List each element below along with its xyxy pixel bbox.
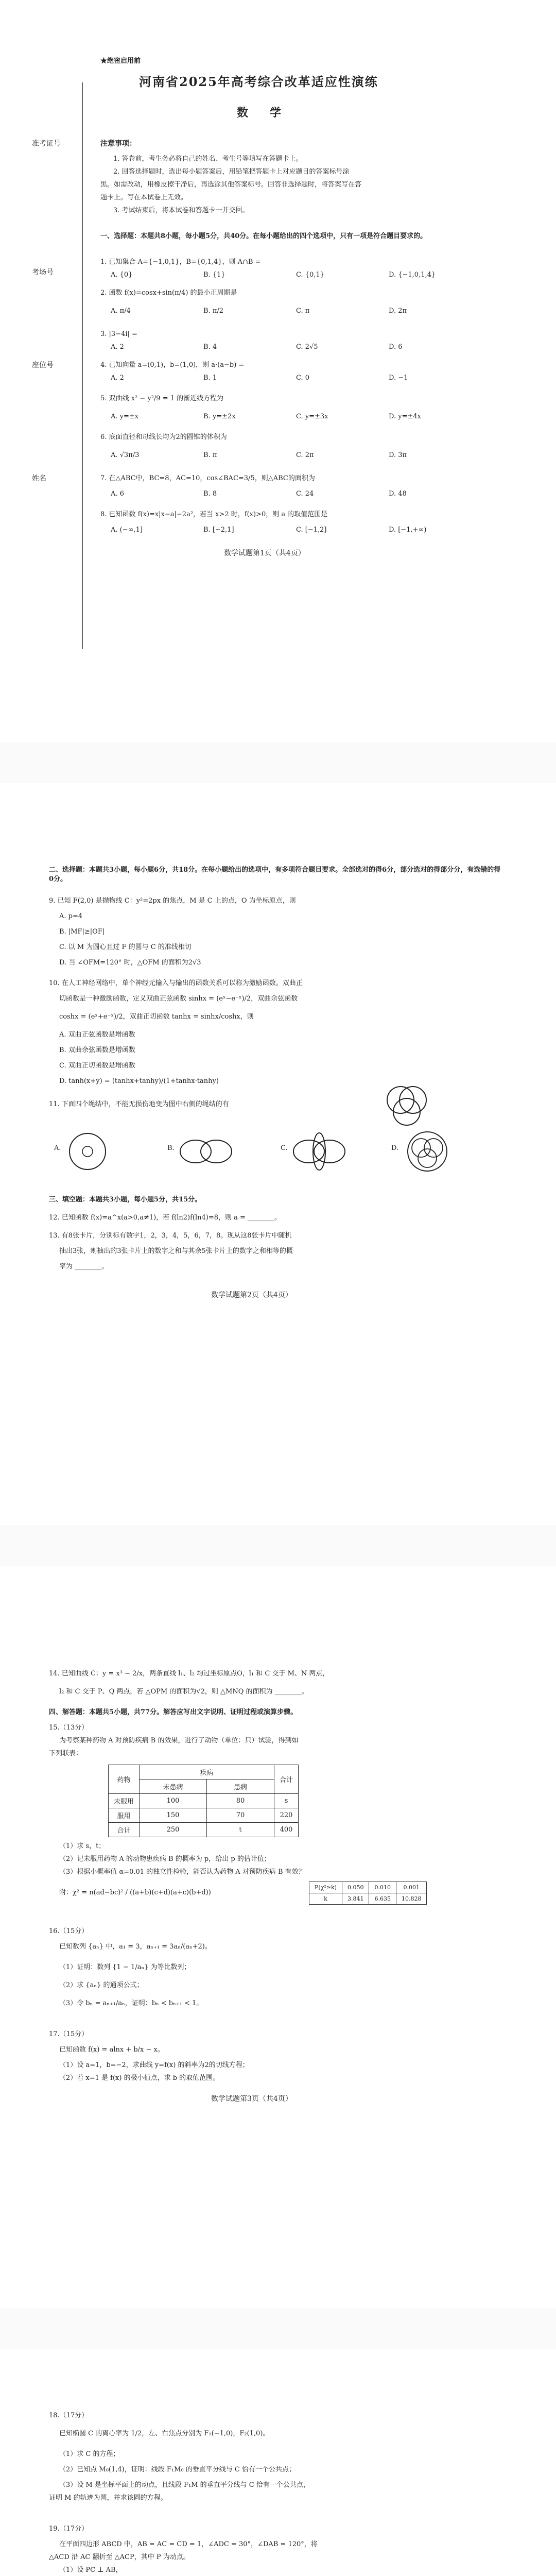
table-header: 0.001	[396, 1882, 427, 1893]
table-row	[309, 1893, 427, 1905]
question-18-line: （3）设 M 是坐标平面上的动点，且线段 F₁M 的垂直平分线与 C 恰有一个公共点，	[59, 2481, 310, 2489]
option: C. 2π	[296, 451, 314, 459]
question-13-line: 13. 有8张卡片，分别标有数字1，2，3，4，5，6，7，8。现从这8张卡片中随机	[49, 1232, 292, 1240]
question-14-line: 14. 已知曲线 C：y = x³ − 2/x，两条直线 l₁、l₂ 均过坐标原点O，l₁ 和 C 交于 M、N 两点，	[49, 1670, 329, 1677]
option: C. 0	[296, 374, 310, 382]
question-17-line: 已知函数 f(x) = alnx + b/x − x。	[59, 2046, 164, 2054]
notice-line: 题卡上。写在本试卷上无效。	[100, 194, 188, 201]
option-label: A.	[54, 1144, 61, 1152]
table-cell: 70	[207, 1808, 274, 1823]
table-header: P(χ²≥k)	[309, 1882, 342, 1893]
side-label-room: 考场号	[32, 268, 54, 277]
section-heading: 二、选择题：本题共3小题，每小题6分，共18分。在每小题给出的选项中，有多项符合题目要求。全部选对的得6分，部分选对的得部分分，有选错的得0分。	[49, 866, 501, 883]
table-header: 药物	[109, 1765, 140, 1794]
option: B. |MF|≥|OF|	[59, 928, 105, 936]
option-label: D.	[391, 1144, 399, 1152]
option: B. 8	[203, 490, 217, 498]
question-7: 7. 在△ABC中，BC=8，AC=10，cos∠BAC=3/5，则△ABC的面积为	[100, 474, 315, 482]
knot-figure-d	[402, 1128, 453, 1175]
table-header: 患病	[207, 1780, 274, 1794]
option: A. 2	[111, 343, 124, 351]
table-cell: 服用	[109, 1808, 140, 1823]
question-18-head: 18.（17分）	[49, 2412, 89, 2419]
table-row	[109, 1794, 299, 1808]
critical-value-table	[309, 1882, 427, 1905]
question-1: 1. 已知集合 A={−1,0,1}，B={0,1,4}，则 A∩B =	[100, 258, 261, 266]
table-cell: 80	[207, 1794, 274, 1808]
question-4: 4. 已知向量 a=(0,1)，b=(1,0)，则 a·(a−b) =	[100, 361, 245, 369]
option: A. (−∞,1]	[111, 526, 143, 534]
table-header: 0.010	[369, 1882, 396, 1893]
table-header: 未患病	[140, 1780, 207, 1794]
option: A. √3π/3	[111, 451, 140, 459]
question-18-line: 已知椭圆 C 的离心率为 1/2，左、右焦点分别为 F₁(−1,0)，F₂(1,0)。	[59, 2430, 270, 2437]
page-gap	[0, 2308, 556, 2349]
option: A. p=4	[59, 912, 83, 920]
option-label: C.	[281, 1144, 288, 1152]
question-2: 2. 函数 f(x)=cosx+sin(π/4) 的最小正周期是	[100, 289, 237, 297]
option: C. 2√5	[296, 343, 318, 351]
notice-heading: 注意事项：	[100, 140, 136, 148]
option: D. y=±4x	[389, 413, 421, 420]
side-label-seat: 座位号	[32, 361, 54, 369]
option: B. {1}	[203, 271, 225, 279]
reference-knot-figure	[381, 1082, 432, 1128]
notice-line: 2. 回答选择题时，选出每小题答案后，用铅笔把答题卡上对应题目的答案标号涂	[113, 168, 350, 176]
table-header: 0.050	[342, 1882, 369, 1893]
page-gap	[0, 742, 556, 783]
option: A. 双曲正弦函数是增函数	[59, 1031, 135, 1039]
question-18-line: 证明 M 的轨迹为圆，并求该圆的方程。	[49, 2494, 167, 2502]
option: A. {0}	[111, 271, 133, 279]
question-3: 3. |3−4i| =	[100, 330, 137, 338]
option: A. y=±x	[111, 413, 139, 420]
question-15-line: 为考察某种药物 A 对预防疾病 B 的效果，进行了动物（单位：只）试验，得到如	[59, 1737, 299, 1744]
option: D. 当 ∠OFM=120° 时，△OFM 的面积为2√3	[59, 959, 201, 967]
section-heading: 一、选择题：本题共8小题，每小题5分，共40分。在每小题给出的四个选项中，只有一项是符合题目要求的。	[100, 232, 427, 240]
table-cell: 150	[140, 1808, 207, 1823]
table-cell: 100	[140, 1794, 207, 1808]
page-footer: 数学试题第2页（共4页）	[211, 1291, 292, 1299]
option: B. π	[203, 451, 217, 459]
option: C. π	[296, 307, 310, 315]
table-header: 疾病	[140, 1765, 274, 1780]
notice-line: 3. 考试结束后，将本试卷和答题卡一并交回。	[113, 207, 249, 214]
side-label-ticket: 准考证号	[32, 140, 61, 148]
table-cell: 250	[140, 1823, 207, 1837]
question-5: 5. 双曲线 x² − y²/9 = 1 的渐近线方程为	[100, 395, 224, 402]
notice-line: 1. 答卷前，考生务必将自己的姓名、考生号等填写在答题卡上。	[113, 155, 303, 163]
page-footer: 数学试题第3页（共4页）	[211, 2095, 292, 2103]
option: D. 3π	[389, 451, 407, 459]
table-cell: 合计	[109, 1823, 140, 1837]
question-15-part: （3）根据小概率值 α=0.01 的独立性检验，能否认为药物 A 对预防疾病 B 有效？	[59, 1868, 305, 1876]
table-cell: k	[309, 1893, 342, 1905]
question-13-line: 抽出3张，则抽出的3张卡片上的数字之和与其余5张卡片上的数字之和相等的概	[59, 1247, 293, 1255]
question-15-part: （1）求 s，t；	[59, 1842, 106, 1850]
table-row	[109, 1823, 299, 1837]
option: B. [−2,1]	[203, 526, 234, 534]
question-10-line: coshx = (eˣ+e⁻ˣ)/2，双曲正切函数 tanhx = sinhx/coshx，则	[59, 1013, 254, 1021]
option: C. 双曲正切函数是增函数	[59, 1062, 135, 1070]
question-16-line: （3）令 bₙ = aₙ₊₁/aₙ，证明：bₙ < bₙ₊₁ < 1。	[59, 1999, 203, 2007]
question-6: 6. 底面直径和母线长均为2的圆锥的体积为	[100, 433, 227, 441]
table-cell: 6.635	[369, 1893, 396, 1905]
option: C. [−1,2]	[296, 526, 327, 534]
question-16-line: 已知数列 {aₙ} 中，a₁ = 3，aₙ₊₁ = 3aₙ/(aₙ+2)。	[59, 1943, 212, 1951]
question-19-line: （1）设 PC ⊥ AB，	[59, 2566, 123, 2574]
table-cell: 220	[274, 1808, 299, 1823]
table-cell: s	[274, 1794, 299, 1808]
question-18-line: （1）求 C 的方程；	[59, 2450, 120, 2458]
option: D. [−1,+∞)	[389, 526, 427, 534]
option: C. {0,1}	[296, 271, 324, 279]
chi-square-formula: 附：χ² = n(ad−bc)² / ((a+b)(c+d)(a+c)(b+d))	[59, 1889, 211, 1896]
exam-page-3	[21, 1566, 535, 2308]
exam-title: 河南省2025年高考综合改革适应性演练	[139, 74, 378, 89]
question-14-line: l₂ 和 C 交于 P、Q 两点，若 △OPM 的面积为√2，则 △MNQ 的面积为 ________。	[59, 1688, 308, 1696]
option: C. y=±3x	[296, 413, 328, 420]
question-17-line: （1）设 a=1，b=−2，求曲线 y=f(x) 的斜率为2的切线方程；	[59, 2061, 249, 2069]
question-10-line: 切函数是一种激励函数，定义双曲正弦函数 sinhx = (eˣ−e⁻ˣ)/2，双曲余弦函数	[59, 995, 298, 1003]
question-10-line: 10. 在人工神经网络中，单个神经元输入与输出的函数关系可以称为激励函数。双曲正	[49, 979, 303, 987]
question-12: 12. 已知函数 f(x)=a^x(a>0,a≠1)，若 f(ln2)f(ln4)=8，则 a = ________。	[49, 1214, 282, 1222]
section-heading: 三、填空题：本题共3小题，每小题5分，共15分。	[49, 1196, 202, 1204]
question-19-line: 在平面四边形 ABCD 中，AB = AC = CD = 1，∠ADC = 30°，∠DAB = 120°，将	[59, 2540, 318, 2548]
question-17-head: 17.（15分）	[49, 2030, 89, 2038]
option: D. 2π	[389, 307, 407, 315]
option: D. {−1,0,1,4}	[389, 271, 436, 279]
question-16-head: 16.（15分）	[49, 1927, 89, 1935]
option-label: B.	[167, 1144, 175, 1152]
option: B. 双曲余弦函数是增函数	[59, 1046, 135, 1054]
option: C. 以 M 为圆心且过 F 的圆与 C 的准线相切	[59, 943, 192, 951]
option: B. 4	[203, 343, 217, 351]
question-8: 8. 已知函数 f(x)=x|x−a|−2a²，若当 x>2 时，f(x)>0，则 a 的取值范围是	[100, 511, 328, 518]
exam-subject: 数 学	[237, 106, 287, 120]
exam-page-2	[21, 783, 535, 1525]
question-9: 9. 已知 F(2,0) 是抛物线 C：y²=2px 的焦点，M 是 C 上的点，O 为坐标原点，则	[49, 897, 296, 905]
table-header: 合计	[274, 1765, 299, 1794]
exam-page-1	[21, 0, 535, 742]
option: D. 48	[389, 490, 407, 498]
section-heading: 四、解答题：本题共5小题，共77分。解答应写出文字说明、证明过程或演算步骤。	[49, 1708, 298, 1716]
question-17-line: （2）若 x=1 是 f(x) 的极小值点，求 b 的取值范围。	[59, 2074, 220, 2082]
header-note: ★绝密启用前	[100, 57, 141, 65]
question-19-line: △ACD 沿 AC 翻折至 △ACP，其中 P 为动点。	[49, 2553, 190, 2561]
table-cell: 400	[274, 1823, 299, 1837]
option: B. y=±2x	[203, 413, 236, 420]
knot-figure-c	[291, 1128, 348, 1175]
option: A. 6	[111, 490, 124, 498]
question-18-line: （2）已知点 M₀(1,4)，证明：线段 F₁M₀ 的垂直平分线与 C 恰有一个公共点；	[59, 2466, 296, 2473]
option: B. π/2	[203, 307, 224, 315]
table-cell: 3.841	[342, 1893, 369, 1905]
question-16-line: （1）证明：数列 {1 − 1/aₙ} 为等比数列；	[59, 1963, 191, 1971]
contingency-table	[108, 1765, 299, 1837]
page-footer: 数学试题第1页（共4页）	[224, 549, 305, 557]
question-19-head: 19.（17分）	[49, 2525, 89, 2533]
question-15-part: （2）记未服用药物 A 的动物患疾病 B 的概率为 p，给出 p 的估计值；	[59, 1855, 271, 1863]
question-13-line: 率为 ________。	[59, 1263, 109, 1270]
question-16-line: （2）求 {aₙ} 的通项公式；	[59, 1981, 144, 1989]
option: D. tanh(x+y) = (tanhx+tanhy)/(1+tanhx·tanhy)	[59, 1077, 219, 1085]
table-cell: 10.828	[396, 1893, 427, 1905]
option: C. 24	[296, 490, 314, 498]
exam-page-4	[21, 2349, 535, 2576]
table-cell: 未服用	[109, 1794, 140, 1808]
page-gap	[0, 1525, 556, 1566]
question-15-line: 下列联表：	[49, 1750, 83, 1757]
knot-figure-a	[64, 1128, 111, 1175]
option: A. π/4	[111, 307, 131, 315]
question-15-head: 15.（13分）	[49, 1724, 89, 1732]
question-11: 11. 下面四个绳结中，不能无损伤地变为图中右侧的绳结的有	[49, 1100, 229, 1108]
option: D. 6	[389, 343, 403, 351]
side-label-name: 姓名	[32, 474, 46, 483]
option: B. 1	[203, 374, 217, 382]
option: A. 2	[111, 374, 124, 382]
notice-line: 黑。如需改动，用橡皮擦干净后，再选涂其他答案标号。回答非选择题时，将答案写在答	[100, 181, 362, 189]
table-row	[109, 1808, 299, 1823]
knot-figure-b	[178, 1128, 234, 1175]
table-cell: t	[207, 1823, 274, 1837]
option: D. −1	[389, 374, 408, 382]
